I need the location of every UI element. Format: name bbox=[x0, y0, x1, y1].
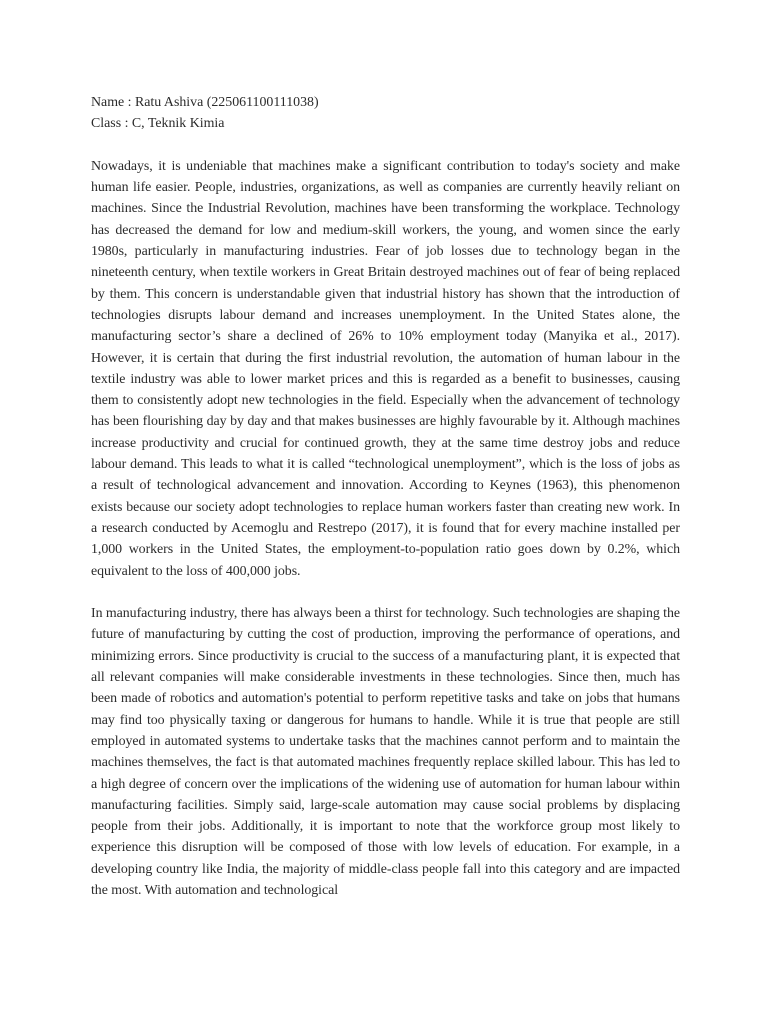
document-page bbox=[91, 92, 680, 901]
student-name-line: Name : Ratu Ashiva (225061100111038) bbox=[91, 95, 319, 110]
paragraph-gap bbox=[91, 582, 680, 603]
body-paragraph-2: In manufacturing industry, there has always been a thirst for technology. Such technologies are shaping the future of manufacturing by cutting the cost of production, improving the performance of operations, and minimizing errors. Since productivity is crucial to the success of a manufacturing plant, it is expected that all relevant companies will make considerable investments in these technologies. Since then, much has been made of robotics and automation's potential to perform repetitive tasks and take on jobs that humans may find too physically taxing or dangerous for humans to handle. While it is true that people are still employed in automated systems to undertake tasks that the machines cannot perform and to maintain the machines themselves, the fact is that automated machines frequently replace skilled labour. This has led to a high degree of concern over the implications of the widening use of automation for human labour within manufacturing facilities. Simply said, large-scale automation may cause social problems by displacing people from their jobs. Additionally, it is important to note that the workforce group most likely to experience this disruption will be composed of those with low levels of education. For example, in a developing country like India, the majority of middle-class people fall into this category and are impacted the most. With automation and technological bbox=[91, 606, 680, 898]
paragraph-gap bbox=[91, 135, 680, 156]
body-paragraph-1: Nowadays, it is undeniable that machines make a significant contribution to today's society and make human life easier. People, industries, organizations, as well as companies are currently heavily reliant on machines. Since the Industrial Revolution, machines have been transforming the workplace. Technology has decreased the demand for low and medium-skill workers, the young, and women since the early 1980s, particularly in manufacturing industries. Fear of job losses due to technology began in the nineteenth century, when textile workers in Great Britain destroyed machines out of fear of being replaced by them. This concern is understandable given that industrial history has shown that the introduction of technologies disrupts labour demand and increases unemployment. In the United States alone, the manufacturing sector’s share a declined of 26% to 10% employment today (Manyika et al., 2017). However, it is certain that during the first industrial revolution, the automation of human labour in the textile industry was able to lower market prices and this is regarded as a benefit to businesses, causing them to consistently adopt new technologies in the field. Especially when the advancement of technology has been flourishing day by day and that makes businesses are highly favourable by it. Although machines increase productivity and crucial for continued growth, they at the same time destroy jobs and reduce labour demand. This leads to what it is called “technological unemployment”, which is the loss of jobs as a result of technological advancement and innovation. According to Keynes (1963), this phenomenon exists because our society adopt technologies to replace human workers faster than creating new work. In a research conducted by Acemoglu and Restrepo (2017), it is found that for every machine installed per 1,000 workers in the United States, the employment-to-population ratio goes down by 0.2%, which equivalent to the loss of 400,000 jobs. bbox=[91, 158, 680, 579]
student-class-line: Class : C, Teknik Kimia bbox=[91, 116, 225, 132]
